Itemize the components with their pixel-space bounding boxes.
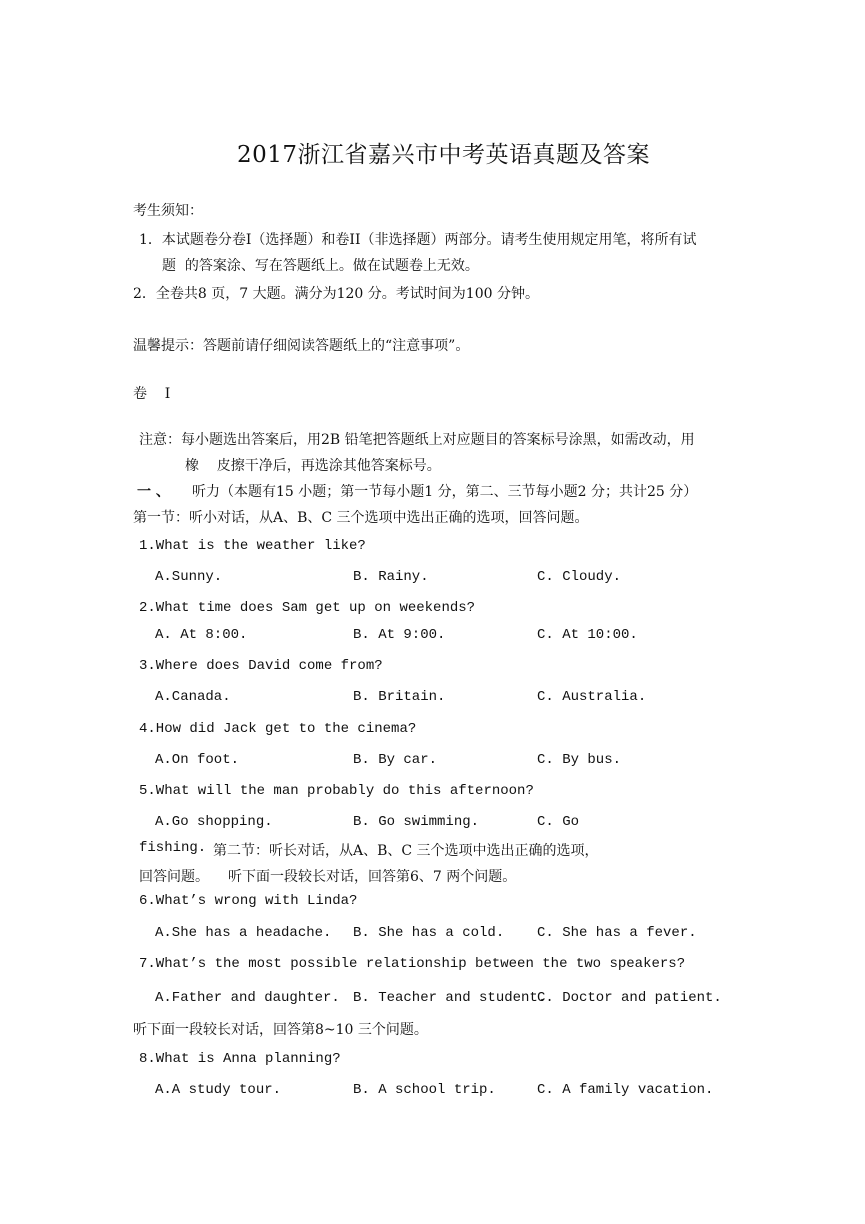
q8-option-a: A.A study tour. (155, 1082, 282, 1098)
section-2-heading-cont: 回答问题。 (139, 869, 209, 885)
reminder-text: 温馨提示：答题前请仔细阅读答题纸上的“注意事项”。 (133, 338, 470, 354)
q6-option-b: B. She has a cold. (353, 925, 505, 941)
q3-option-b: B. Britain. (353, 689, 446, 705)
q8-option-b: B. A school trip. (353, 1082, 496, 1098)
q5-option-c-continued: fishing. (139, 840, 207, 856)
q7-option-a: A.Father and daughter. (155, 990, 340, 1006)
q3-option-a: A.Canada. (155, 689, 231, 705)
question-1: 1.What is the weather like? (139, 538, 366, 554)
attention-line2: 橡 皮擦干净后，再选涂其他答案标号。 (185, 458, 441, 474)
page-title: 2017浙江省嘉兴市中考英语真题及答案 (237, 142, 651, 168)
q1-option-c: C. Cloudy. (537, 569, 622, 585)
notice-item-1-line1: 1．本试题卷分卷I（选择题）和卷II（非选择题）两部分。请考生使用规定用笔，将所有试 (139, 232, 697, 248)
question-6: 6.What’s wrong with Linda? (139, 893, 358, 909)
question-3: 3.Where does David come from? (139, 658, 383, 674)
q1-option-b: B. Rainy. (353, 569, 429, 585)
q2-option-a: A. At 8:00. (155, 627, 248, 643)
notice-item-1-line2: 题 的答案涂、写在答题纸上。做在试题卷上无效。 (162, 258, 479, 274)
q5-option-c: C. Go (537, 814, 580, 830)
q4-option-b: B. By car. (353, 752, 438, 768)
question-7: 7.What’s the most possible relationship between the two speakers? (139, 956, 686, 972)
listen-instruction-8-10: 听下面一段较长对话，回答第8~10 三个问题。 (133, 1022, 428, 1038)
question-5: 5.What will the man probably do this afternoon? (139, 783, 534, 799)
notice-heading: 考生须知： (133, 203, 203, 219)
question-8: 8.What is Anna planning? (139, 1051, 341, 1067)
q7-option-c: C. Doctor and patient. (537, 990, 722, 1006)
notice-item-2: 2．全卷共8 页，7 大题。满分为120 分。考试时间为100 分钟。 (133, 286, 539, 302)
q1-option-a: A.Sunny. (155, 569, 223, 585)
part-title: 听力（本题有15 小题；第一节每小题1 分，第二、三节每小题2 分；共计25 分） (192, 484, 698, 500)
q2-option-b: B. At 9:00. (353, 627, 446, 643)
q4-option-c: C. By bus. (537, 752, 622, 768)
q7-option-b: B. Teacher and student. (353, 990, 547, 1006)
section-2-heading: 第二节：听长对话，从A、B、C 三个选项中选出正确的选项， (213, 843, 599, 859)
q6-option-a: A.She has a headache. (155, 925, 332, 941)
part-number: 一 、 (137, 484, 170, 500)
question-4: 4.How did Jack get to the cinema? (139, 721, 417, 737)
volume-label: 卷 I (133, 386, 171, 402)
section-1-heading: 第一节：听小对话，从A、B、C 三个选项中选出正确的选项，回答问题。 (133, 510, 589, 526)
attention-line1: 注意：每小题选出答案后，用2B 铅笔把答题纸上对应题目的答案标号涂黑，如需改动，用 (139, 432, 695, 448)
q6-option-c: C. She has a fever. (537, 925, 697, 941)
q5-option-b: B. Go swimming. (353, 814, 480, 830)
listen-instruction-6-7: 听下面一段较长对话，回答第6、7 两个问题。 (228, 869, 517, 885)
q8-option-c: C. A family vacation. (537, 1082, 714, 1098)
q3-option-c: C. Australia. (537, 689, 647, 705)
question-2: 2.What time does Sam get up on weekends? (139, 600, 476, 616)
q2-option-c: C. At 10:00. (537, 627, 638, 643)
q4-option-a: A.On foot. (155, 752, 240, 768)
q5-option-a: A.Go shopping. (155, 814, 273, 830)
